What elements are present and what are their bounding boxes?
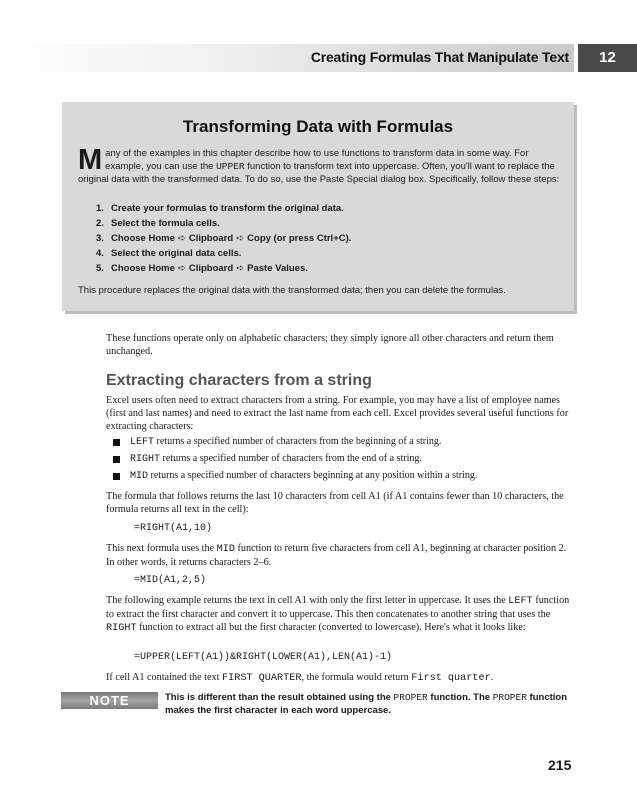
text-run: function to extract the first character and convert it to uppercase. This then concatenates to another string that uses the <box>106 595 570 620</box>
page-number: 215 <box>548 757 572 773</box>
arrow-right-icon: ➪ <box>236 233 245 244</box>
bullet-square-icon <box>113 439 120 446</box>
body-paragraph: The formula that follows returns the last 10 characters from cell A1 (if A1 contains fewer than 10 characters, the formula returns all text in the cell): <box>106 491 564 515</box>
step-item <box>96 218 556 233</box>
body-paragraph <box>106 542 576 569</box>
text-run: , the formula would return <box>301 672 412 683</box>
text-run: . <box>490 672 494 683</box>
text-run: function to extract all but the first character (converted to lowercase). Here's what it looks like: <box>136 622 526 633</box>
function-code: RIGHT <box>106 623 137 634</box>
note-text <box>165 691 575 717</box>
function-code: MID <box>130 471 149 482</box>
function-code: MID <box>216 544 235 555</box>
sidebar-intro-text-2: function to transform text into uppercase. Often, you'll want to replace the original data with the transformed data. To do so, use the Paste Special dialog box. Specifically, follow these steps: <box>78 161 560 185</box>
step-number: 5. <box>96 263 104 274</box>
step-number: 2. <box>96 218 104 229</box>
step-text: Select the formula cells. <box>111 218 220 229</box>
function-code: LEFT <box>130 437 155 448</box>
note-badge: NOTE <box>61 692 158 709</box>
sidebar-intro-paragraph <box>78 144 560 186</box>
step-text: Select the original data cells. <box>111 248 242 259</box>
bullet-text: returns a specified number of characters from the beginning of a string. <box>154 436 442 447</box>
step-item <box>96 263 556 278</box>
code-literal: FIRST QUARTER <box>221 673 302 684</box>
step-number: 4. <box>96 248 104 259</box>
step-text: Choose Home <box>111 233 175 244</box>
drop-cap: M <box>78 144 103 176</box>
step-item <box>96 248 556 263</box>
formula-code: =MID(A1,2,5) <box>134 575 207 586</box>
running-header-title: Creating Formulas That Manipulate Text <box>310 49 569 65</box>
step-text: Copy (or press Ctrl+C). <box>247 233 352 244</box>
sidebar-intro-code: UPPER <box>216 161 245 172</box>
step-number: 3. <box>96 233 104 244</box>
step-text: Clipboard <box>188 263 234 274</box>
function-code: LEFT <box>508 596 533 607</box>
chapter-number-tab: 12 <box>578 44 637 72</box>
bullet-item <box>130 436 441 448</box>
arrow-right-icon: ➪ <box>177 263 186 274</box>
arrow-right-icon: ➪ <box>236 263 245 274</box>
body-paragraph <box>106 671 576 685</box>
running-header <box>0 44 637 72</box>
arrow-right-icon: ➪ <box>177 233 186 244</box>
body-paragraph: These functions operate only on alphabetic characters; they simply ignore all other characters and return them unchanged. <box>106 333 554 357</box>
step-text: Create your formulas to transform the original data. <box>111 203 344 214</box>
bullet-text: returns a specified number of characters beginning at any position within a string. <box>148 470 478 481</box>
function-code: PROPER <box>393 692 428 703</box>
text-run: If cell A1 contained the text <box>106 672 222 683</box>
step-number: 1. <box>96 203 104 214</box>
step-text: Paste Values. <box>247 263 308 274</box>
function-code: PROPER <box>492 692 527 703</box>
sidebar-title: Transforming Data with Formulas <box>182 117 454 136</box>
sidebar-outro-paragraph: This procedure replaces the original data with the transformed data; then you can delete the formulas. <box>78 285 506 296</box>
formula-code: =RIGHT(A1,10) <box>134 523 213 534</box>
formula-code: =UPPER(LEFT(A1))&RIGHT(LOWER(A1),LEN(A1)-1) <box>134 652 393 663</box>
step-text: Choose Home <box>111 263 175 274</box>
sidebar-intro-text-1: any of the examples in this chapter describe how to use functions to transform data in some way. For example, you can use the <box>105 148 529 172</box>
bullet-text: returns a specified number of characters from the end of a string. <box>160 453 422 464</box>
text-run: function. The <box>427 692 493 703</box>
step-item <box>96 233 556 248</box>
sidebar-box <box>62 102 574 311</box>
bullet-item <box>130 470 477 482</box>
section-heading: Extracting characters from a string <box>106 372 372 389</box>
sidebar-steps-list <box>96 203 556 278</box>
step-text: Clipboard <box>188 233 234 244</box>
function-code: RIGHT <box>130 454 161 465</box>
text-run: This is different than the result obtained using the <box>165 692 394 703</box>
bullet-square-icon <box>113 473 120 480</box>
text-run: This next formula uses the <box>106 543 217 554</box>
body-paragraph <box>106 594 576 635</box>
code-literal: First quarter <box>411 673 491 684</box>
text-run: function makes the first character in each word uppercase. <box>165 692 568 716</box>
bullet-square-icon <box>113 456 120 463</box>
text-run: function to return five characters from cell A1, beginning at character position 2. In other words, it returns characters 2–6. <box>106 543 567 568</box>
step-item <box>96 203 556 218</box>
body-paragraph: Excel users often need to extract characters from a string. For example, you may have a list of employee names (first and last names) and need to extract the last name from each cell. Excel provides several useful functions for extracting characters: <box>106 395 569 432</box>
bullet-item <box>130 453 422 465</box>
text-run: The following example returns the text in cell A1 with only the first letter in uppercase. It uses the <box>106 595 509 606</box>
